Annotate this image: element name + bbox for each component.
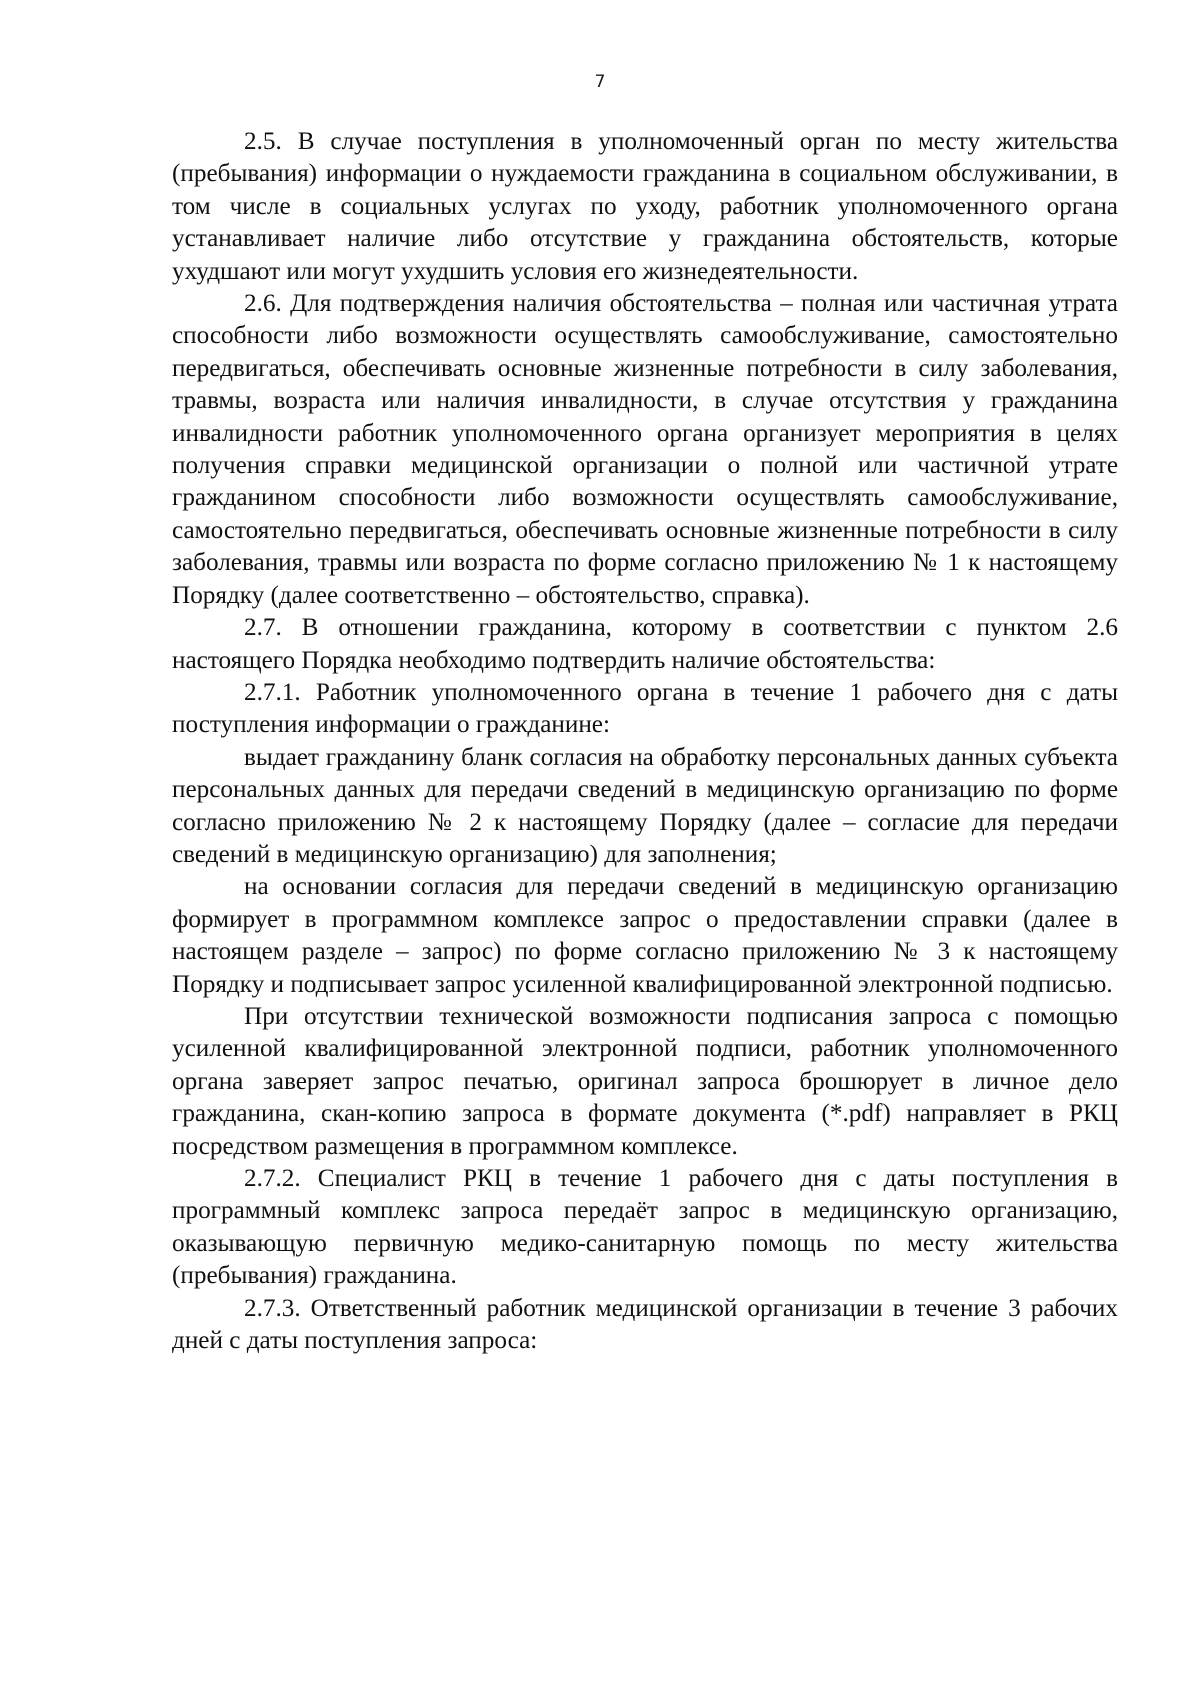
document-body [172,126,1118,1357]
paragraph-2-5: 2.5. В случае поступления в уполномоченный орган по месту жительства (пребывания) информации о нуждаемости гражданина в социальном обслуживании, в том числе в социальных услугах по уходу, работник уполномоченного органа устанавливает наличие либо отсутствие у гражданина обстоятельств, которые ухудшают или могут ухудшить условия его жизнедеятельности. [172,128,1118,285]
paragraph-request-formation: на основании согласия для передачи сведений в медицинскую организацию формирует в программном комплексе запрос о предоставлении справки (далее в настоящем разделе – запрос) по форме согласно приложению № 3 к настоящему Порядку и подписывает запрос усиленной квалифицированной электронной подписью. [172,873,1118,998]
page-number: 7 [594,72,606,92]
paragraph-2-7-1: 2.7.1. Работник уполномоченного органа в течение 1 рабочего дня с даты поступления информации о гражданине: [172,678,1118,739]
paragraph-2-7-3: 2.7.3. Ответственный работник медицинской организации в течение 3 рабочих дней с даты поступления запроса: [172,1294,1118,1355]
paragraph-no-signature: При отсутствии технической возможности подписания запроса с помощью усиленной квалифицированной электронной подписи, работник уполномоченного органа заверяет запрос печатью, оригинал запроса брошюрует в личное дело гражданина, скан-копию запроса в формате документа (*.pdf) направляет в РКЦ посредством размещения в программном комплексе. [172,1002,1118,1160]
paragraph-2-7-2: 2.7.2. Специалист РКЦ в течение 1 рабочего дня с даты поступления в программный комплекс запроса передаёт запрос в медицинскую организацию, оказывающую первичную медико-санитарную помощь по месту жительства (пребывания) гражданина. [172,1165,1118,1290]
paragraph-2-7: 2.7. В отношении гражданина, которому в соответствии с пунктом 2.6 настоящего Порядка необходимо подтвердить наличие обстоятельства: [172,614,1118,674]
paragraph-2-6: 2.6. Для подтверждения наличия обстоятельства – полная или частичная утрата способности либо возможности осуществлять самообслуживание, самостоятельно передвигаться, обеспечивать основные жизненные потребности в силу заболевания, травмы, возраста или наличия инвалидности, в случае отсутствия у гражданина инвалидности работник уполномоченного органа организует мероприятия в целях получения справки медицинской организации о полной или частичной утрате гражданином способности либо возможности осуществлять самообслуживание, самостоятельно передвигаться, обеспечивать основные жизненные потребности в силу заболевания, травмы или возраста по форме согласно приложению № 1 к настоящему Порядку (далее соответственно – обстоятельство, справка). [172,290,1118,609]
paragraph-consent-form: выдает гражданину бланк согласия на обработку персональных данных субъекта персональных данных для передачи сведений в медицинскую организацию по форме согласно приложению № 2 к настоящему Порядку (далее – согласие для передачи сведений в медицинскую организацию) для заполнения; [172,743,1118,868]
